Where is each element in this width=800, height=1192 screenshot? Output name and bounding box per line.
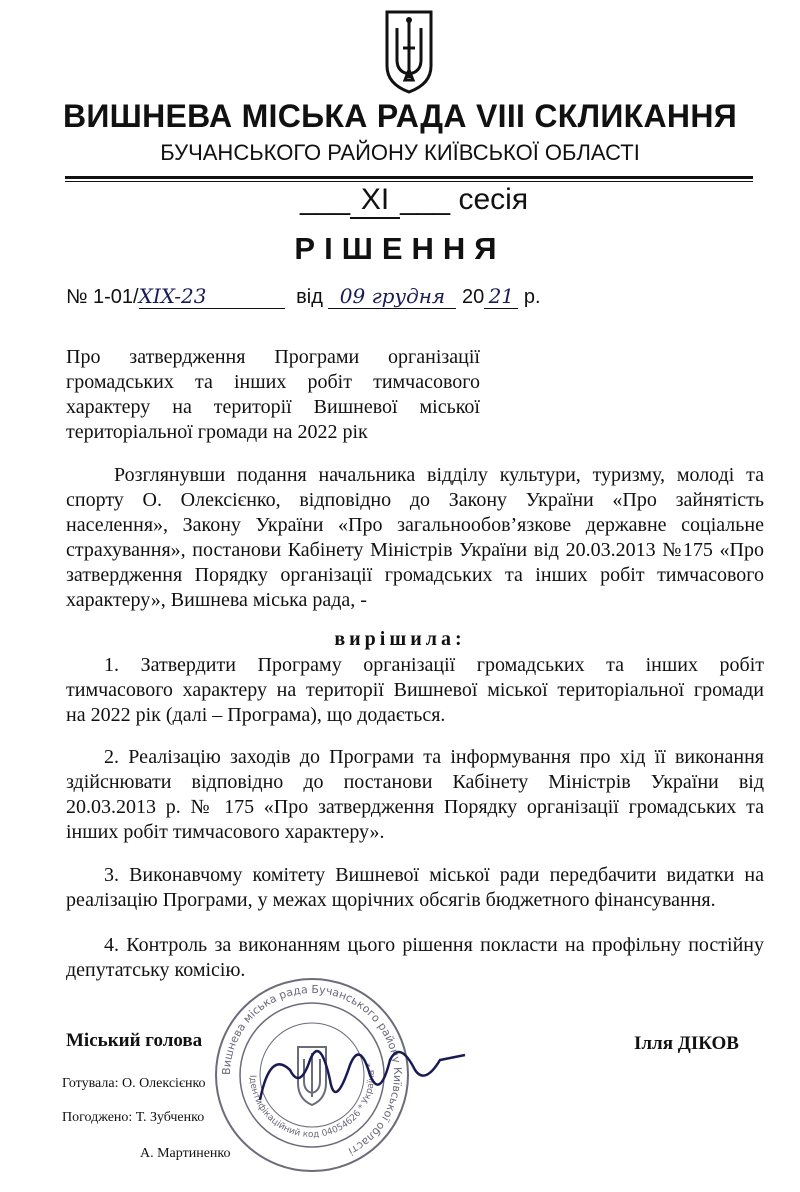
subject-line: громадських та інших робіт тимчасового: [66, 371, 480, 393]
item-4: [66, 933, 764, 983]
preamble-line: населення», Закону України «Про загальнообов’язкове державне соціальне: [66, 514, 764, 536]
item-line: реалізацію Програми, у межах щорічних обсягів бюджетного фінансування.: [66, 889, 716, 911]
number-prefix: № 1-01/: [66, 286, 139, 308]
item-1: [66, 653, 764, 728]
preamble: [66, 463, 764, 613]
year-unit: р.: [523, 286, 541, 308]
coat-of-arms-icon: [383, 8, 435, 94]
preamble-line: характеру», Вишнева міська рада, -: [66, 589, 367, 611]
item-line: інших робіт тимчасового характеру».: [66, 821, 385, 843]
session-prefix: ___: [300, 183, 351, 216]
item-line: на 2022 рік (далі – Програма), що додається.: [66, 704, 446, 726]
session-suffix: ___: [400, 183, 451, 216]
resolved-heading: вирішила:: [334, 628, 466, 650]
item-line: 2. Реалізацію заходів до Програми та інформування про хід її виконання: [104, 746, 764, 768]
session-line: [300, 183, 528, 219]
mayor-signature: [240, 1030, 480, 1120]
item-line: депутатську комісію.: [66, 959, 246, 981]
decision-date: 09 грудня: [328, 284, 456, 309]
from-word: від: [296, 286, 323, 308]
prepared-by: Готувала: О. Олексієнко: [62, 1076, 206, 1091]
session-number: XI: [350, 183, 400, 219]
subject-line: Про затвердження Програми організації: [66, 346, 480, 368]
year-prefix: 20: [462, 286, 485, 308]
decision-number: XIX-23: [139, 284, 285, 309]
document-type: РІШЕННЯ: [294, 231, 506, 266]
agreed-by-second: А. Мартиненко: [140, 1146, 231, 1161]
item-line: 20.03.2013 р. № 175 «Про затвердження Порядку організації громадських та: [66, 796, 764, 818]
session-word: сесія: [458, 183, 529, 216]
item-line: 1. Затвердити Програму організації громадських та інших робіт: [104, 654, 764, 676]
preamble-line: спорту О. Олексієнко, відповідно до Закону України «Про зайнятість: [66, 489, 764, 511]
header-rule-thin: [65, 181, 753, 182]
year-suffix: 21: [484, 284, 518, 309]
subject-line: територіальної громади на 2022 рік: [66, 421, 368, 443]
svg-text:Вишнева міська рада Бучанськог: Вишнева міська рада Бучанського району Київської області: [219, 982, 405, 1158]
svg-text:Ідентифікаційний код 04054626: Ідентифікаційний код 04054626 * Україна *: [246, 1061, 378, 1141]
decision-subject: [66, 345, 480, 445]
council-district: БУЧАНСЬКОГО РАЙОНУ КИЇВСЬКОЇ ОБЛАСТІ: [160, 140, 640, 165]
item-line: тимчасового характеру на території Вишневої міської територіальної громади: [66, 679, 764, 701]
preamble-line: страхування», постанови Кабінету Міністрів України від 20.03.2013 №175 «Про: [66, 539, 764, 561]
item-3: [66, 863, 764, 913]
item-line: здійснювати відповідно до постанови Кабінету Міністрів України від: [66, 771, 764, 793]
subject-line: характеру на території Вишневої міської: [66, 396, 480, 418]
agreed-by: Погоджено: Т. Зубченко: [62, 1110, 205, 1125]
item-2: [66, 745, 764, 845]
item-line: 4. Контроль за виконанням цього рішення покласти на профільну постійну: [104, 934, 764, 956]
item-line: 3. Виконавчому комітету Вишневої міської ради передбачити видатки на: [104, 864, 764, 886]
mayor-title: Міський голова: [66, 1030, 203, 1051]
mayor-name: Ілля ДІКОВ: [634, 1033, 739, 1054]
preamble-line: Розглянувши подання начальника відділу культури, туризму, молоді та: [114, 464, 764, 486]
council-title: ВИШНЕВА МІСЬКА РАДА VIII СКЛИКАННЯ: [62, 98, 738, 134]
preamble-line: затвердження Порядку організації громадських та інших робіт тимчасового: [66, 564, 764, 586]
header-rule-thick: [65, 176, 753, 179]
decision-number-line: [66, 284, 541, 309]
